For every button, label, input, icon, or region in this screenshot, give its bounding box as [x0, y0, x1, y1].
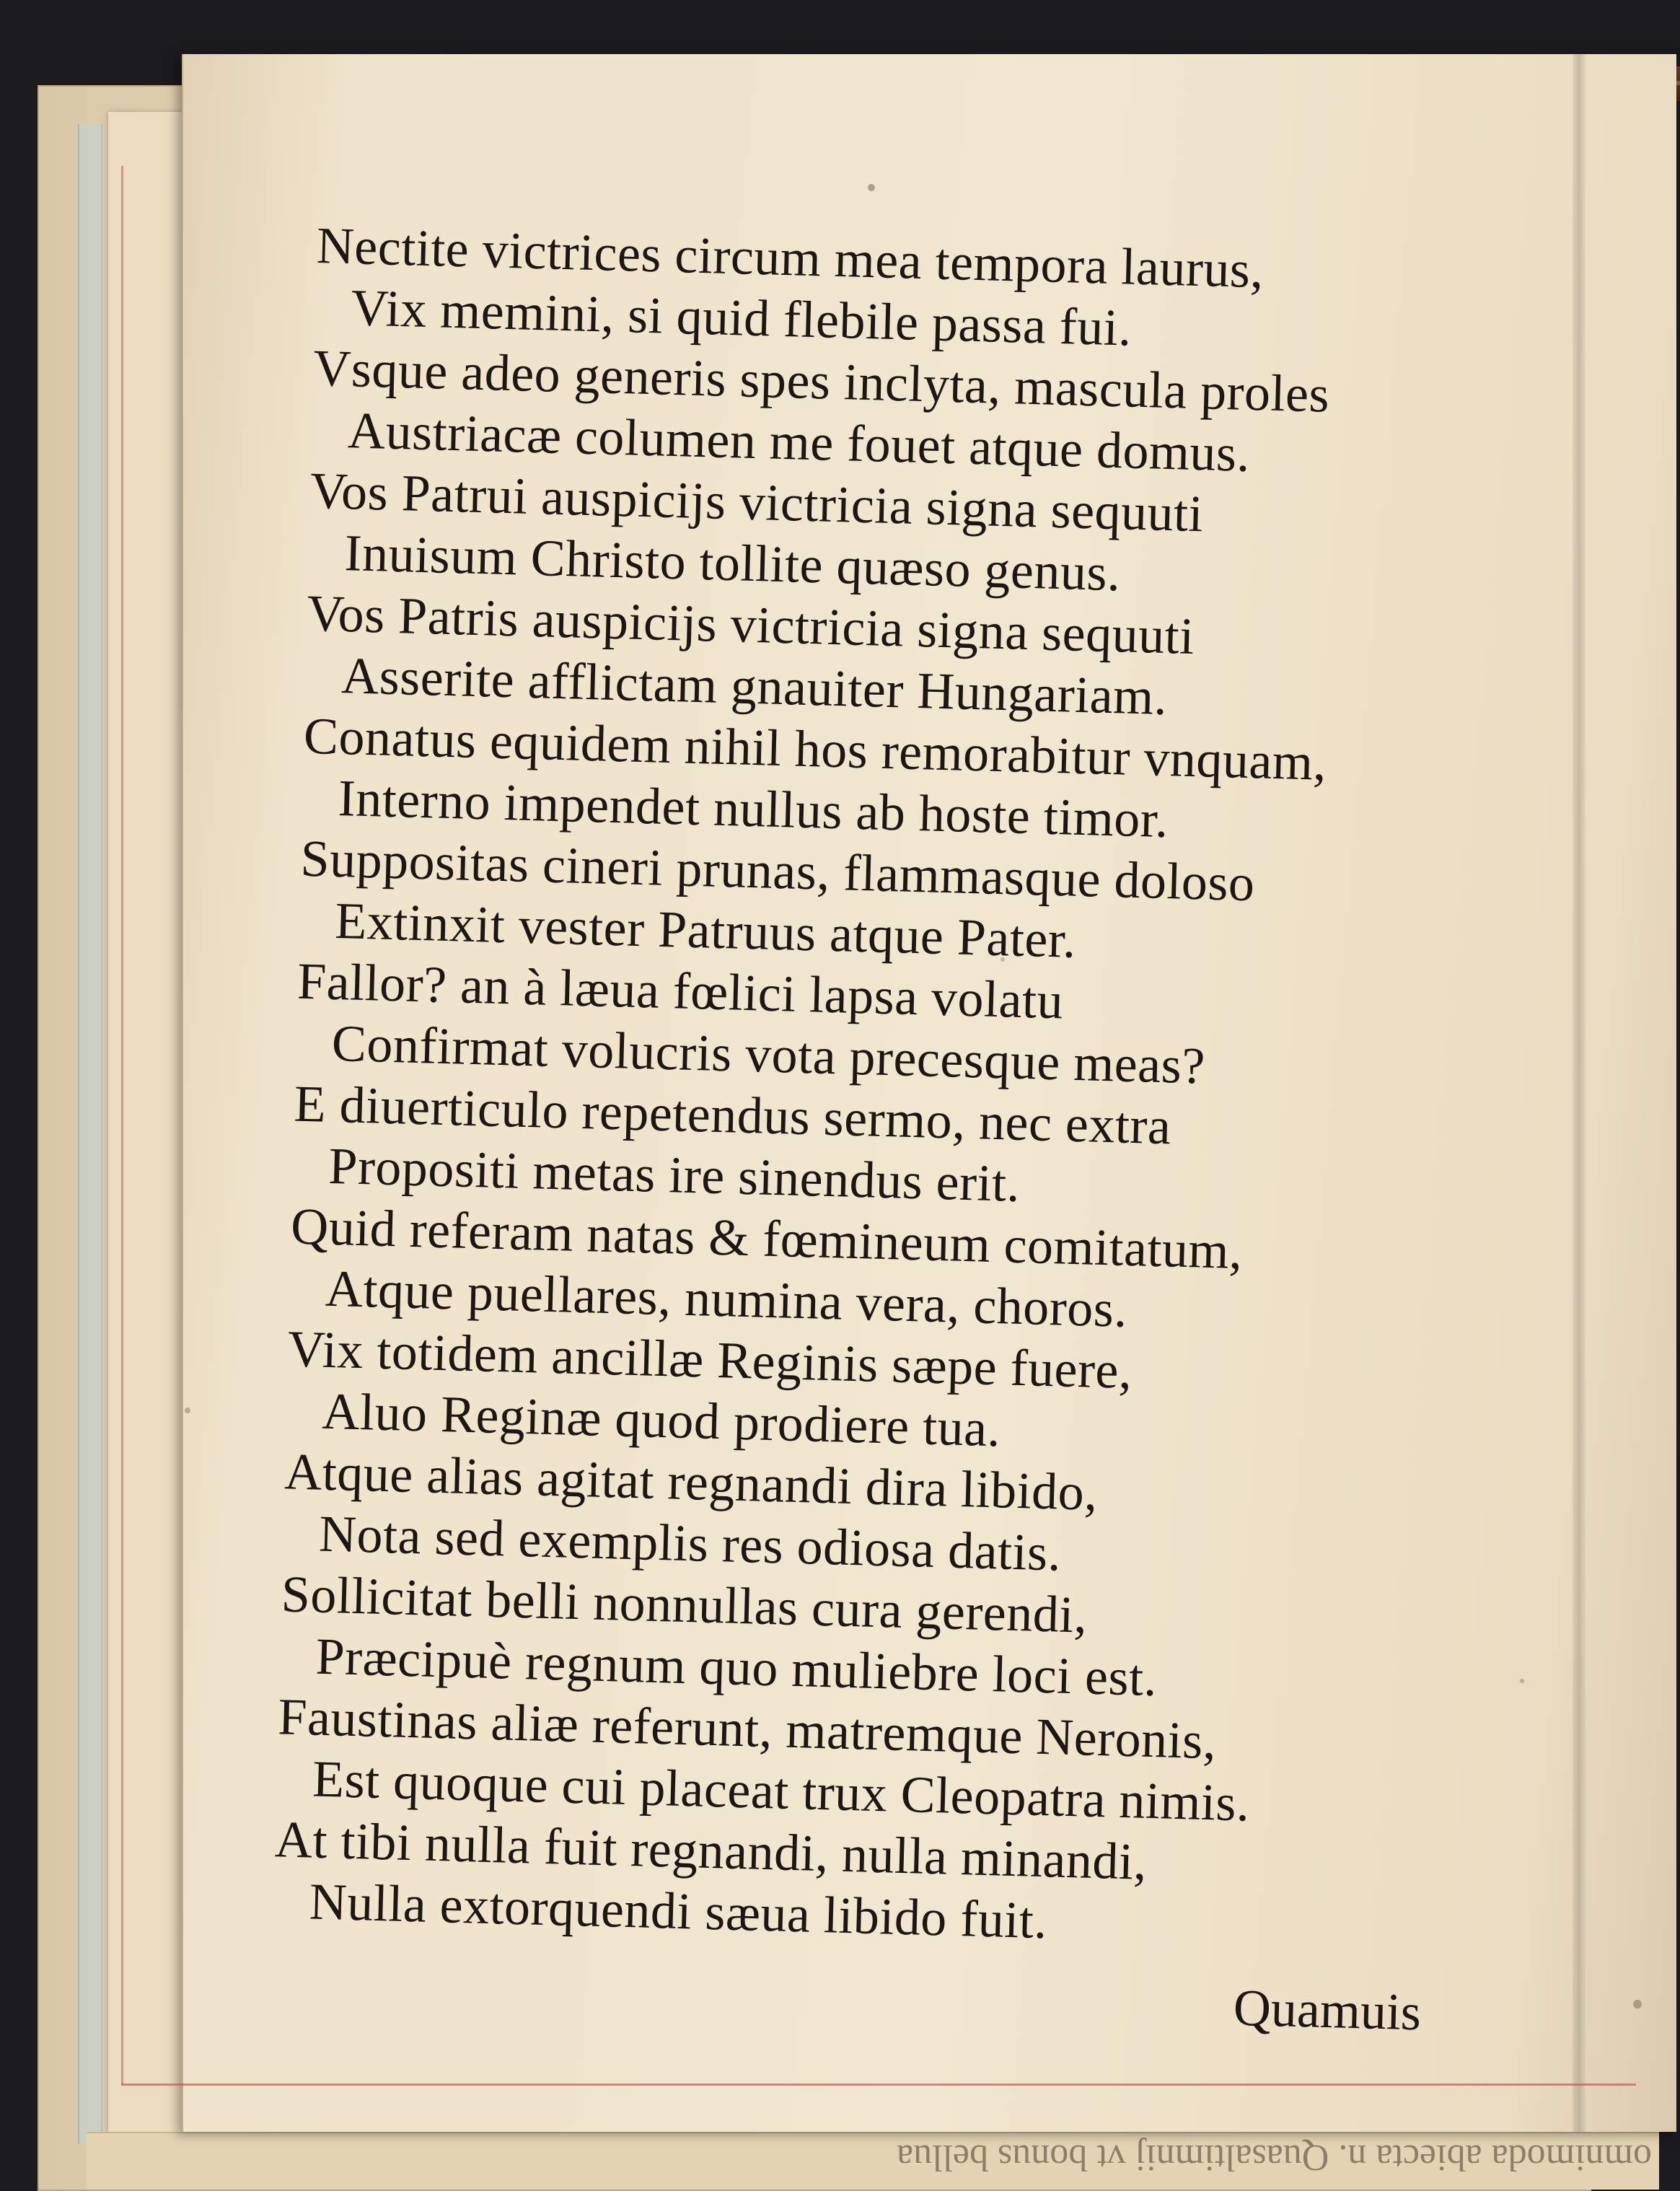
red-margin-rule: [121, 166, 123, 2085]
poem-line: Sollicitat belli nonnullas cura gerendi,: [280, 1565, 1089, 1644]
poem-line: Vos Patrui auspicijs victricia signa sequuti: [309, 461, 1205, 543]
poem-line: Propositi metas ire sinendus erit.: [327, 1136, 1021, 1213]
poem-line: Est quoque cui placeat trux Cleopatra nimis.: [312, 1749, 1251, 1832]
poem-line: Aluo Reginæ quod prodiere tua.: [321, 1382, 1002, 1458]
poem-line: Faustinas aliæ referunt, matremque Neronis,: [277, 1687, 1218, 1770]
bleed-through-text: omnimoda abiecta n. Quasaltimnij vt bonus bellua: [896, 2137, 1652, 2178]
next-leaf-edge: [87, 2132, 1659, 2190]
poem-line: Vsque adeo generis spes inclyta, mascula proles: [312, 338, 1331, 423]
poem-line: Atque puellares, numina vera, choros.: [325, 1259, 1128, 1338]
poem-line: Inuisum Christo tollite quæso genus.: [343, 524, 1122, 602]
poem-line: Nota sed exemplis res odiosa datis.: [318, 1504, 1063, 1582]
poem-line: Nulla extorquendi sæua libido fuit.: [308, 1872, 1048, 1950]
poem-line: Vos Patris auspicijs victricia signa sequuti: [306, 584, 1195, 666]
poem-line: E diuerticulo repetendus sermo, nec extra: [293, 1074, 1172, 1156]
poem-line: Suppositas cineri prunas, flammasque doloso: [299, 829, 1256, 913]
poem-line: Fallor? an à læua fœlici lapsa volatu: [296, 952, 1065, 1030]
poem-line: Conatus equidem nihil hos remorabitur vnquam,: [303, 706, 1327, 791]
catchword: Quamuis: [1233, 1978, 1422, 2042]
poem-line: Vix memini, si quid flebile passa fui.: [350, 278, 1133, 357]
poem-line: Interno impendet nullus ab hoste timor.: [337, 769, 1169, 849]
poem-line: Quid referam natas & fœmineum comitatum,: [290, 1197, 1244, 1281]
poem-line: Præcipuè regnum quo muliebre loci est.: [315, 1627, 1158, 1708]
poem-text-block: [271, 216, 1543, 2037]
poem-line: Confirmat volucris vota precesque meas?: [330, 1014, 1206, 1095]
poem-line: Vix totidem ancillæ Reginis sæpe fuere,: [286, 1320, 1133, 1400]
poem-line: Atque alias agitat regnandi dira libido,: [283, 1442, 1099, 1522]
red-edge-rule: [121, 2084, 1636, 2086]
page-fold-shadow: [1573, 54, 1586, 2132]
poem-line: Asserite afflictam gnauiter Hungariam.: [340, 646, 1169, 726]
endpaper-edge: [78, 124, 102, 2144]
poem-line: Austriacæ columen me fouet atque domus.: [347, 401, 1252, 483]
poem-line: At tibi nulla fuit regnandi, nulla minandi,: [274, 1810, 1148, 1891]
poem-line: Nectite victrices circum mea tempora laurus,: [315, 216, 1265, 299]
poem-line: Extinxit vester Patruus atque Pater.: [334, 891, 1077, 969]
